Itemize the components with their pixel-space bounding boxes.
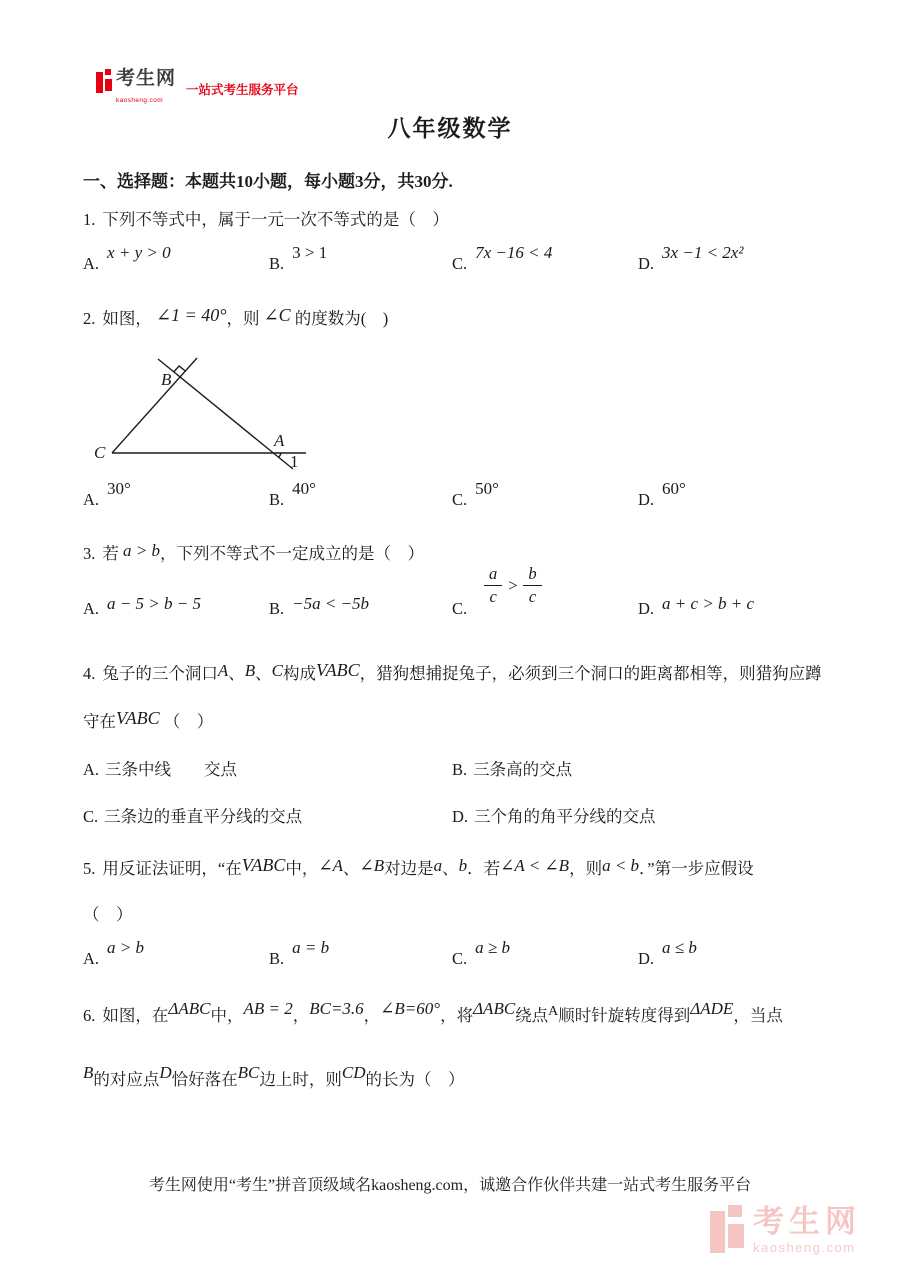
q3-options — [83, 564, 843, 628]
figure-label-1: 1 — [290, 452, 299, 471]
fraction-b-over-c: $\frac{b}{c}$ — [523, 564, 541, 607]
q5-options — [83, 938, 843, 974]
figure-label-b: B — [161, 370, 172, 389]
q4-option-d: D. 三个角的角平分线的交点 — [452, 807, 656, 826]
fraction-a-over-c: $\frac{a}{c}$ — [484, 564, 502, 607]
q5-stem-line2: （ ） — [83, 905, 133, 924]
q4-stem-line1: 4. 兔子的三个洞口A、B、C构成VABC，猎狗想捕捉兔子，必须到三个洞口的距离都相等，则猎狗应蹲 — [83, 660, 822, 683]
q4-options-row1 — [83, 756, 843, 786]
q6-stem-line2: B的对应点D恰好落在BC边上时，则CD的长为（ ） — [83, 1063, 465, 1089]
q5-number: 5. — [83, 859, 96, 878]
logo-tagline: 一站式考生服务平台 — [186, 83, 299, 97]
q4-number: 4. — [83, 664, 96, 683]
q5-option-d: D.a ≤ b — [638, 938, 697, 968]
q3-number: 3. — [83, 544, 96, 563]
logo-domain: kaosheng.com — [116, 97, 164, 104]
q2-option-a: A.30° — [83, 479, 131, 509]
footer-text: 考生网使用“考生”拼音顶级域名kaosheng.com，诚邀合作伙伴共建一站式考生服务平台 — [148, 1177, 752, 1194]
q5-option-c: C.a ≥ b — [452, 938, 510, 968]
figure-label-a: A — [274, 431, 285, 450]
page-title: 八年级数学 — [387, 116, 513, 141]
q4-option-b: B. 三条高的交点 — [452, 760, 573, 779]
watermark-domain: kaosheng.com — [753, 1240, 856, 1256]
figure-label-c: C — [94, 443, 106, 462]
q4-stem-line2: 守在VABC （ ） — [83, 708, 214, 731]
q3-option-c-expression: $\frac{a}{c}$ > $\frac{b}{c}$ — [484, 564, 542, 607]
q3-option-d: D. a + c > b + c — [638, 594, 755, 618]
q2-option-c: C.50° — [452, 479, 499, 509]
q2-stem: 2. 如图， ∠1 = 40°，则 ∠C 的度数为( ) — [83, 305, 389, 328]
watermark-logo — [710, 1205, 861, 1257]
watermark-name: 考生网 — [753, 1204, 861, 1239]
q3-stem: 3. 若 a > b，下列不等式不一定成立的是（ ） — [83, 541, 424, 563]
q1-option-d: D.3x −1 < 2x² — [638, 243, 744, 273]
q6-stem-line1: 6. 如图，在ΔABC中，AB = 2，BC=3.6，∠B=60°，将ΔABC绕点$^A$顺时针旋转度得到ΔADE，当点 — [83, 999, 783, 1025]
q2-number: 2. — [83, 309, 96, 328]
q3-option-a: A. a − 5 > b − 5 — [83, 594, 201, 618]
q4-option-c: C. 三条边的垂直平分线的交点 — [83, 807, 303, 826]
q1-options — [83, 243, 843, 279]
q1-option-a: A.x + y > 0 — [83, 243, 171, 273]
q5-option-a: A.a > b — [83, 938, 145, 968]
q2-options — [83, 479, 843, 515]
q1-option-b: B.3 > 1 — [269, 243, 328, 273]
right-angle-mark — [174, 366, 186, 372]
q1-stem: 1. 下列不等式中，属于一元一次不等式的是（ ） — [83, 210, 449, 229]
q5-stem-line1: 5. 用反证法证明，“在VABC中，∠A、∠B对边是a、b．若∠A < ∠B，则a < b．”第一步应假设 — [83, 855, 754, 878]
kaosheng-watermark-icon — [710, 1205, 744, 1253]
q3-option-c: C. $\frac{a}{c}$ > $\frac{b}{c}$ — [452, 588, 467, 608]
figure-line-cb — [112, 358, 197, 453]
section-heading: 一、选择题：本题共10小题，每小题3分，共30分. — [83, 172, 453, 191]
q6-number: 6. — [83, 1006, 96, 1025]
kaosheng-logo-icon — [96, 69, 112, 93]
logo-name: 考生网 — [116, 68, 177, 89]
q4-option-a: A. 三条中线 交点 — [83, 760, 238, 779]
q2-option-b: B.40° — [269, 479, 316, 509]
q2-option-d: D.60° — [638, 479, 686, 509]
q5-option-b: B.a = b — [269, 938, 330, 968]
q4-options-row2 — [83, 803, 843, 833]
q1-number: 1. — [83, 210, 96, 229]
q1-option-c: C.7x −16 < 4 — [452, 243, 553, 273]
q2-figure — [85, 342, 315, 477]
site-logo — [96, 69, 299, 107]
q3-option-b: B. −5a < −5b — [269, 594, 370, 618]
